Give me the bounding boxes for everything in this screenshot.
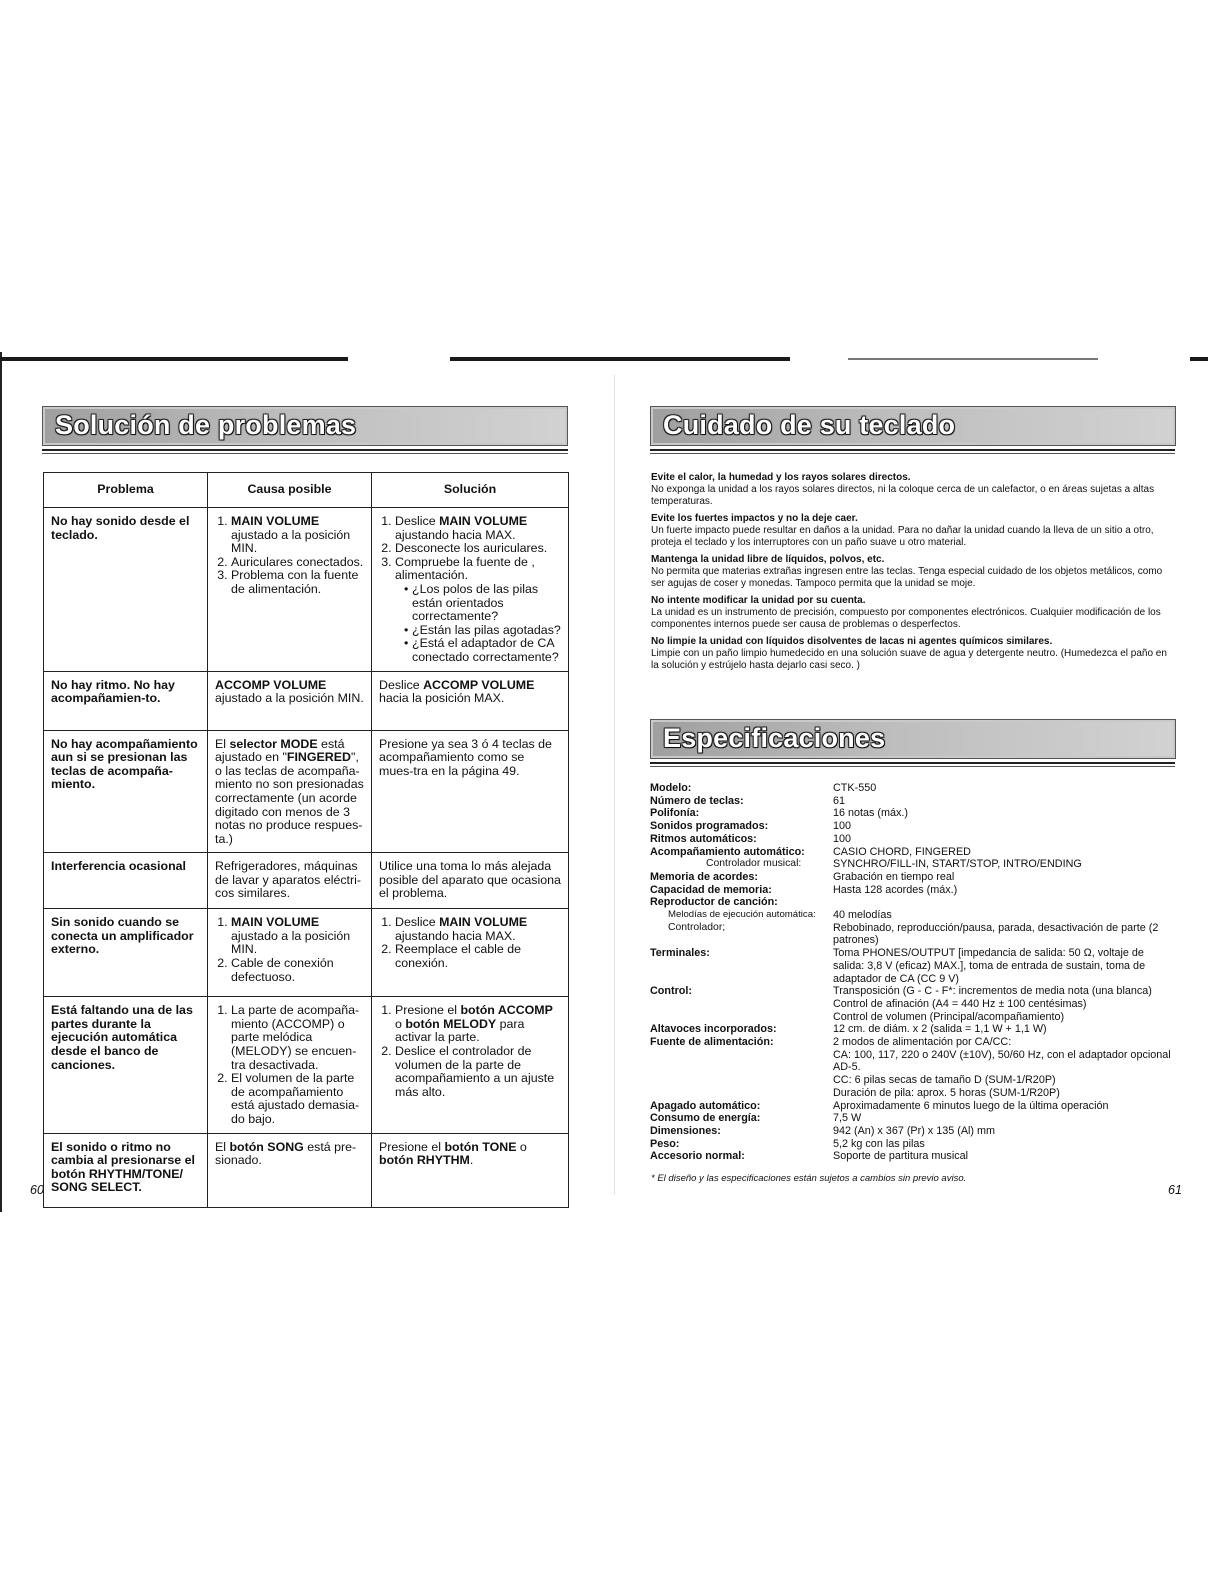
cause-cell: 1. MAIN VOLUME ajustado a la posición MIN. 2. Auriculares conectados. 3. Problema con la fuente de alimentación. xyxy=(208,508,372,672)
problem-cell: No hay acompañamiento aun si se presionan las teclas de acompaña-miento. xyxy=(44,730,208,853)
spec-row xyxy=(650,1023,1175,1036)
spec-value: CASIO CHORD, FINGERED xyxy=(833,845,971,858)
spec-value xyxy=(833,896,1175,909)
care-text: Limpie con un paño limpio humedecido en una solución suave de agua y detergente neutro. (Humedezca el paño en la solución y estrújelo hasta dejarlo casi seco. ) xyxy=(651,648,1167,671)
page-edge-line xyxy=(0,352,2,1212)
spec-row xyxy=(650,820,1175,833)
spec-row xyxy=(650,896,1175,909)
table-row xyxy=(44,671,569,730)
table-row xyxy=(44,1133,569,1207)
spec-label: Fuente de alimentación: xyxy=(650,1036,774,1049)
table-row xyxy=(44,997,569,1133)
spec-label: Ritmos automáticos: xyxy=(650,832,757,845)
spec-value: Rebobinado, reproducción/pausa, parada, desactivación de parte (2 patrones) xyxy=(833,921,1159,947)
care-heading: Evite el calor, la humedad y los rayos solares directos. xyxy=(651,472,911,483)
care-text: La unidad es un instrumento de precisión, compuesto por componentes electrónicos. Cualquier modificación de los componentes internos puede ser causa de problemas o desperfectos. xyxy=(651,607,1161,630)
column-header: Solución xyxy=(372,473,569,508)
care-heading: Mantenga la unidad libre de líquidos, polvos, etc. xyxy=(651,554,885,565)
spec-label: Peso: xyxy=(650,1137,680,1150)
spec-label: Polifonía: xyxy=(650,807,700,820)
spec-value: 100 xyxy=(833,820,852,833)
spec-label: Consumo de energía: xyxy=(650,1112,761,1125)
spec-value: 100 xyxy=(833,832,852,845)
problem-cell: No hay sonido desde el teclado. xyxy=(44,508,208,672)
care-heading: No intente modificar la unidad por su cuenta. xyxy=(651,595,866,606)
spec-value: 61 xyxy=(833,794,846,807)
spec-label: Accesorio normal: xyxy=(650,1150,745,1163)
spec-value: 5,2 kg con las pilas xyxy=(833,1137,925,1150)
care-title: Cuidado de su teclado xyxy=(663,410,956,440)
page-number-left: 60 xyxy=(30,1183,44,1197)
specs-banner xyxy=(650,719,1176,759)
top-border-line xyxy=(0,357,348,361)
table-row xyxy=(44,508,569,672)
top-border-line xyxy=(1190,357,1208,361)
spec-label: Capacidad de memoria: xyxy=(650,883,772,896)
care-item xyxy=(651,636,1175,672)
solution-cell: Utilice una toma lo más alejada posible del aparato que ocasiona el problema. xyxy=(372,853,569,909)
spec-value: 2 modos de alimentación por CA/CC: CA: 100, 117, 220 o 240V (±10V), 50/60 Hz, con el adaptador opcional AD-5. CC: 6 pilas secas de tamaño D (SUM-1/R20P) Duración de pila: aprox. 5 horas (SUM-1/R20P) xyxy=(833,1036,1171,1099)
cause-cell: 1. MAIN VOLUME ajustado a la posición MIN. 2. Cable de conexión defectuoso. xyxy=(208,909,372,997)
spec-row xyxy=(650,922,1175,947)
spec-row xyxy=(650,871,1175,884)
cause-cell: El botón SONG está pre-sionado. xyxy=(208,1133,372,1207)
problem-cell: Está faltando una de las partes durante la ejecución automática desde el banco de canciones. xyxy=(44,997,208,1133)
care-text: Un fuerte impacto puede resultar en daños a la unidad. Para no dañar la unidad cuando la lleva de un sitio a otro, proteja el teclado y los interruptores con un paño suave u otro material. xyxy=(651,525,1154,548)
solution-cell: Deslice ACCOMP VOLUME hacia la posición MAX. xyxy=(372,671,569,730)
spec-label: Acompañamiento automático: xyxy=(650,845,805,858)
spec-row xyxy=(650,807,1175,820)
cause-cell: ACCOMP VOLUME ajustado a la posición MIN. xyxy=(208,671,372,730)
spec-row xyxy=(650,1138,1175,1151)
spec-value: Toma PHONES/OUTPUT [impedancia de salida: 50 Ω, voltaje de salida: 3,8 V (eficaz) MAX.], toma de entrada de sustain, toma de adaptador de CA (CC 9 V) xyxy=(833,947,1146,985)
spec-label: Terminales: xyxy=(650,947,710,960)
title-rule xyxy=(42,453,568,454)
spec-row xyxy=(650,909,1175,922)
spec-value: SYNCHRO/FILL-IN, START/STOP, INTRO/ENDING xyxy=(833,858,1082,871)
problem-cell: El sonido o ritmo no cambia al presionarse el botón RHYTHM/TONE/ SONG SELECT. xyxy=(44,1133,208,1207)
spec-row xyxy=(650,1100,1175,1113)
top-border-line xyxy=(848,358,1098,360)
table-row xyxy=(44,909,569,997)
table-row xyxy=(44,730,569,853)
title-rule xyxy=(650,453,1175,454)
spec-row xyxy=(650,947,1175,985)
spec-row xyxy=(650,1112,1175,1125)
troubleshooting-table xyxy=(43,472,569,1208)
page-number-right: 61 xyxy=(1168,1183,1182,1197)
spec-label: Controlador; xyxy=(668,921,726,933)
problem-cell: Sin sonido cuando se conecta un amplificador externo. xyxy=(44,909,208,997)
spec-row xyxy=(650,1150,1175,1163)
spec-label: Dimensiones: xyxy=(650,1124,721,1137)
title-rule xyxy=(650,766,1175,767)
spec-label: Reproductor de canción: xyxy=(650,896,778,909)
spec-row xyxy=(650,884,1175,897)
troubleshooting-banner xyxy=(42,406,568,446)
solution-cell: Presione el botón TONE o botón RHYTHM. xyxy=(372,1133,569,1207)
spec-row xyxy=(650,795,1175,808)
solution-cell: 1. Deslice MAIN VOLUME ajustando hacia MAX. 2. Desconecte los auriculares. 3. Compruebe la fuente de , alimentación. • ¿Los polos de las pilas están orientados correctamente? • ¿Están las pilas agotadas? • ¿Está el adaptador de CA conectado correctamente? xyxy=(372,508,569,672)
care-text: No exponga la unidad a los rayos solares directos, ni la coloque cerca de un calefactor, o en áreas sujetas a altas temperaturas. xyxy=(651,484,1155,507)
care-text: No permita que materias extrañas ingresen entre las teclas. Tenga especial cuidado de los objetos metálicos, como ser agujas de coser y monedas. Tampoco permita que la unidad se moje. xyxy=(651,566,1163,589)
care-item xyxy=(651,554,1175,590)
footnote: * El diseño y las especificaciones están sujetos a cambios sin previo aviso. xyxy=(651,1173,967,1184)
column-header: Problema xyxy=(44,473,208,508)
spec-label: Controlador musical: xyxy=(706,858,802,870)
care-heading: No limpie la unidad con líquidos disolventes de lacas ni agentes químicos similares. xyxy=(651,636,1053,647)
top-border-line xyxy=(450,357,790,361)
spec-row xyxy=(650,985,1175,1023)
problem-cell: No hay ritmo. No hay acompañamien-to. xyxy=(44,671,208,730)
column-header: Causa posible xyxy=(208,473,372,508)
care-heading: Evite los fuertes impactos y no la deje caer. xyxy=(651,513,858,524)
spec-row xyxy=(650,782,1175,795)
spec-label: Modelo: xyxy=(650,782,692,794)
page-title: Solución de problemas xyxy=(55,410,357,440)
spec-value: Soporte de partitura musical xyxy=(833,1150,969,1163)
spec-value: 7,5 W xyxy=(833,1112,862,1125)
care-item xyxy=(651,472,1175,508)
spec-value: CTK-550 xyxy=(833,782,877,794)
table-header-row xyxy=(44,473,569,508)
spec-value: Hasta 128 acordes (máx.) xyxy=(833,883,958,896)
spec-label: Altavoces incorporados: xyxy=(650,1023,777,1036)
specs-title: Especificaciones xyxy=(663,723,886,753)
spec-value: 12 cm. de diám. x 2 (salida = 1,1 W + 1,1 W) xyxy=(833,1023,1047,1036)
page-spine xyxy=(614,375,615,1195)
spec-value: Grabación en tiempo real xyxy=(833,870,955,883)
title-rule xyxy=(650,762,1175,764)
solution-cell: 1. Deslice MAIN VOLUME ajustando hacia MAX. 2. Reemplace el cable de conexión. xyxy=(372,909,569,997)
title-rule xyxy=(650,449,1175,451)
solution-cell: Presione ya sea 3 ó 4 teclas de acompañamiento como se mues-tra en la página 49. xyxy=(372,730,569,853)
care-item xyxy=(651,513,1175,549)
care-banner xyxy=(650,406,1176,446)
spec-row xyxy=(650,846,1175,859)
problem-cell: Interferencia ocasional xyxy=(44,853,208,909)
spec-label: Melodías de ejecución automática: xyxy=(668,909,816,921)
spec-label: Control: xyxy=(650,985,692,998)
cause-cell: El selector MODE está ajustado en "FINGERED", o las teclas de acompaña-miento no son presionadas correctamente (un acorde digitado con menos de 3 notas no produce respues-ta.) xyxy=(208,730,372,853)
spec-label: Sonidos programados: xyxy=(650,820,769,833)
spec-value: Aproximadamente 6 minutos luego de la última operación xyxy=(833,1099,1109,1112)
spec-value: 16 notas (máx.) xyxy=(833,807,909,820)
title-rule xyxy=(42,449,568,451)
spec-label: Número de teclas: xyxy=(650,794,744,807)
spec-label: Apagado automático: xyxy=(650,1099,761,1112)
spec-value: 942 (An) x 367 (Pr) x 135 (Al) mm xyxy=(833,1124,996,1137)
cause-cell: 1. La parte de acompaña-miento (ACCOMP) o parte melódica (MELODY) se encuen-tra desactivada. 2. El volumen de la parte de acompañamiento está ajustado demasia-do bajo. xyxy=(208,997,372,1133)
spec-row xyxy=(650,858,1175,871)
specifications-list xyxy=(650,782,1175,1163)
spec-value: Transposición (G - C - F*: incrementos de media nota (una blanca) Control de afinación (A4 = 440 Hz ± 100 centésimas) Control de volumen (Principal/acompañamiento) xyxy=(833,985,1152,1023)
cause-cell: Refrigeradores, máquinas de lavar y aparatos eléctri-cos similares. xyxy=(208,853,372,909)
spec-label: Memoria de acordes: xyxy=(650,870,759,883)
spec-row xyxy=(650,833,1175,846)
spec-row xyxy=(650,1125,1175,1138)
spec-value: 40 melodías xyxy=(833,909,892,922)
table-row xyxy=(44,853,569,909)
care-section xyxy=(651,472,1175,677)
solution-cell: 1. Presione el botón ACCOMP o botón MELODY para activar la parte. 2. Deslice el controlador de volumen de la parte de acompañamiento a un ajuste más alto. xyxy=(372,997,569,1133)
spec-row xyxy=(650,1036,1175,1100)
care-item xyxy=(651,595,1175,631)
